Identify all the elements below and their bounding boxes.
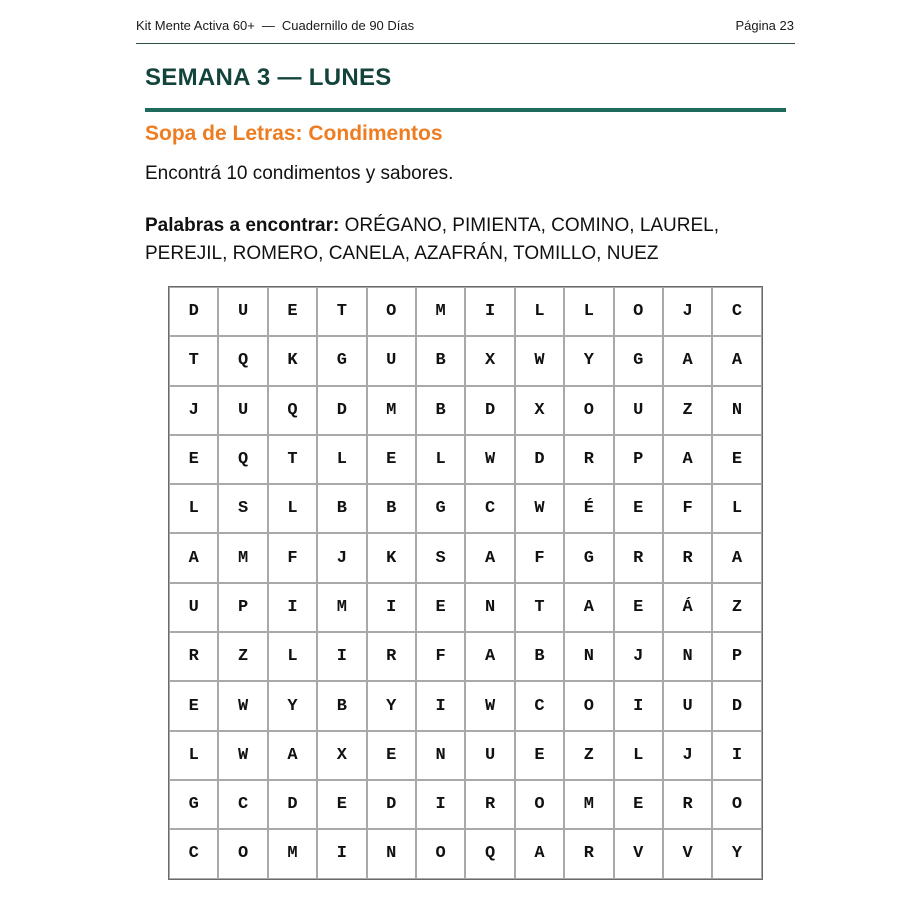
grid-cell[interactable]: E	[169, 681, 218, 730]
grid-cell[interactable]: O	[515, 780, 564, 829]
grid-cell[interactable]: M	[416, 287, 465, 336]
grid-cell[interactable]: F	[663, 484, 712, 533]
grid-cell[interactable]: R	[663, 780, 712, 829]
grid-cell[interactable]: G	[416, 484, 465, 533]
grid-cell[interactable]: L	[268, 484, 317, 533]
grid-cell[interactable]: Y	[367, 681, 416, 730]
grid-cell[interactable]: W	[515, 484, 564, 533]
grid-cell[interactable]: F	[416, 632, 465, 681]
page-number: Página 23	[735, 18, 794, 33]
week-title: SEMANA 3 — LUNES	[145, 64, 392, 91]
grid-cell[interactable]: G	[564, 533, 613, 582]
grid-cell[interactable]: L	[614, 731, 663, 780]
grid-cell[interactable]: N	[564, 632, 613, 681]
booklet-name: Cuadernillo de 90 Días	[281, 18, 415, 33]
grid-cell[interactable]: U	[367, 336, 416, 385]
grid-cell[interactable]: E	[268, 287, 317, 336]
grid-cell[interactable]: A	[712, 533, 761, 582]
grid-cell[interactable]: Z	[564, 731, 613, 780]
grid-cell[interactable]: O	[218, 829, 267, 878]
grid-cell[interactable]: M	[268, 829, 317, 878]
grid-cell[interactable]: E	[367, 731, 416, 780]
grid-cell[interactable]: A	[712, 336, 761, 385]
grid-cell[interactable]: B	[416, 336, 465, 385]
grid-cell[interactable]: D	[515, 435, 564, 484]
grid-cell[interactable]: W	[218, 681, 267, 730]
grid-cell[interactable]: Z	[712, 583, 761, 632]
grid-cell[interactable]: U	[218, 386, 267, 435]
grid-cell[interactable]: U	[169, 583, 218, 632]
grid-cell[interactable]: Q	[465, 829, 514, 878]
puzzle-title: Sopa de Letras: Condimentos	[145, 122, 443, 145]
grid-cell[interactable]: U	[663, 681, 712, 730]
grid-cell[interactable]: Y	[564, 336, 613, 385]
grid-cell[interactable]: A	[515, 829, 564, 878]
grid-cell[interactable]: S	[416, 533, 465, 582]
grid-cell[interactable]: I	[614, 681, 663, 730]
grid-cell[interactable]: J	[663, 287, 712, 336]
grid-cell[interactable]: C	[218, 780, 267, 829]
grid-cell[interactable]: N	[367, 829, 416, 878]
grid-cell[interactable]: W	[465, 681, 514, 730]
grid-cell[interactable]: Q	[218, 435, 267, 484]
grid-cell[interactable]: T	[268, 435, 317, 484]
grid-cell[interactable]: P	[218, 583, 267, 632]
grid-cell[interactable]: L	[564, 287, 613, 336]
grid-cell[interactable]: B	[317, 681, 366, 730]
grid-cell[interactable]: O	[564, 681, 613, 730]
grid-cell[interactable]: B	[515, 632, 564, 681]
grid-cell[interactable]: L	[416, 435, 465, 484]
grid-cell[interactable]: E	[169, 435, 218, 484]
grid-cell[interactable]: E	[367, 435, 416, 484]
word-search-grid	[168, 286, 763, 880]
grid-cell[interactable]: R	[465, 780, 514, 829]
grid-cell[interactable]: R	[614, 533, 663, 582]
grid-cell[interactable]: M	[218, 533, 267, 582]
grid-cell[interactable]: I	[416, 780, 465, 829]
word-list-label: Palabras a encontrar:	[145, 215, 340, 236]
grid-cell[interactable]: D	[465, 386, 514, 435]
grid-cell[interactable]: W	[515, 336, 564, 385]
grid-cell[interactable]: A	[268, 731, 317, 780]
grid-cell[interactable]: T	[169, 336, 218, 385]
grid-cell[interactable]: X	[465, 336, 514, 385]
grid-cell[interactable]: V	[663, 829, 712, 878]
grid-cell[interactable]: L	[317, 435, 366, 484]
grid-cell[interactable]: N	[712, 386, 761, 435]
grid-cell[interactable]: F	[268, 533, 317, 582]
grid-cell[interactable]: O	[416, 829, 465, 878]
grid-cell[interactable]: R	[564, 829, 613, 878]
grid-cell[interactable]: O	[367, 287, 416, 336]
grid-cell[interactable]: E	[515, 731, 564, 780]
grid-cell[interactable]: B	[367, 484, 416, 533]
grid-cell[interactable]: É	[564, 484, 613, 533]
grid-cell[interactable]: O	[712, 780, 761, 829]
grid-cell[interactable]: I	[367, 583, 416, 632]
grid-cell[interactable]: R	[663, 533, 712, 582]
grid-cell[interactable]: O	[614, 287, 663, 336]
grid-cell[interactable]: A	[564, 583, 613, 632]
grid-cell[interactable]: T	[317, 287, 366, 336]
grid-cell[interactable]: A	[663, 435, 712, 484]
grid-cell[interactable]: R	[169, 632, 218, 681]
grid-cell[interactable]: C	[169, 829, 218, 878]
grid-cell[interactable]: L	[515, 287, 564, 336]
grid-cell[interactable]: N	[465, 583, 514, 632]
grid-cell[interactable]: D	[367, 780, 416, 829]
grid-cell[interactable]: M	[367, 386, 416, 435]
grid-cell[interactable]: D	[317, 386, 366, 435]
grid-cell[interactable]: C	[712, 287, 761, 336]
grid-cell[interactable]: W	[218, 731, 267, 780]
grid-cell[interactable]: L	[169, 731, 218, 780]
grid-cell[interactable]: E	[614, 583, 663, 632]
grid-cell[interactable]: J	[614, 632, 663, 681]
grid-cell[interactable]: I	[416, 681, 465, 730]
word-list-words: ORÉGANO, PIMIENTA, COMINO, LAUREL, PEREJIL, ROMERO, CANELA, AZAFRÁN, TOMILLO, NUEZ	[145, 215, 720, 264]
grid-cell[interactable]: E	[317, 780, 366, 829]
grid-cell[interactable]: Z	[218, 632, 267, 681]
grid-cell[interactable]: C	[515, 681, 564, 730]
grid-cell[interactable]: A	[663, 336, 712, 385]
header-separator: —	[261, 18, 275, 33]
grid-cell[interactable]: N	[416, 731, 465, 780]
grid-cell[interactable]: Y	[268, 681, 317, 730]
grid-cell[interactable]: A	[465, 533, 514, 582]
grid-cell[interactable]: D	[169, 287, 218, 336]
grid-cell[interactable]: Y	[712, 829, 761, 878]
grid-cell[interactable]: Z	[663, 386, 712, 435]
grid-cell[interactable]: I	[317, 829, 366, 878]
grid-cell[interactable]: D	[268, 780, 317, 829]
grid-cell[interactable]: N	[663, 632, 712, 681]
header-book-info	[136, 18, 414, 33]
grid-cell[interactable]: W	[465, 435, 514, 484]
grid-cell[interactable]: R	[564, 435, 613, 484]
grid-cell[interactable]: B	[416, 386, 465, 435]
grid-cell[interactable]: B	[317, 484, 366, 533]
grid-cell[interactable]: X	[317, 731, 366, 780]
grid-cell[interactable]: A	[465, 632, 514, 681]
grid-cell[interactable]: U	[465, 731, 514, 780]
grid-cell[interactable]: Q	[268, 386, 317, 435]
grid-cell[interactable]: F	[515, 533, 564, 582]
grid-cell[interactable]: V	[614, 829, 663, 878]
page-header	[136, 14, 795, 44]
word-list	[145, 212, 785, 268]
grid-cell[interactable]: M	[317, 583, 366, 632]
grid-cell[interactable]: G	[317, 336, 366, 385]
grid-cell[interactable]: J	[317, 533, 366, 582]
grid-cell[interactable]: G	[169, 780, 218, 829]
grid-cell[interactable]: O	[564, 386, 613, 435]
grid-cell[interactable]: P	[614, 435, 663, 484]
grid-cell[interactable]: L	[169, 484, 218, 533]
grid-cell[interactable]: I	[465, 287, 514, 336]
title-divider	[145, 108, 786, 112]
grid-cell[interactable]: S	[218, 484, 267, 533]
grid-cell[interactable]: L	[268, 632, 317, 681]
kit-name: Kit Mente Activa 60+	[136, 18, 255, 33]
grid-cell[interactable]: J	[169, 386, 218, 435]
grid-cell[interactable]: E	[614, 484, 663, 533]
grid-cell[interactable]: C	[465, 484, 514, 533]
grid-cell[interactable]: Q	[218, 336, 267, 385]
grid-cell[interactable]: D	[712, 681, 761, 730]
grid-cell[interactable]: P	[712, 632, 761, 681]
grid-cell[interactable]: E	[416, 583, 465, 632]
grid-cell[interactable]: G	[614, 336, 663, 385]
grid-cell[interactable]: K	[268, 336, 317, 385]
grid-cell[interactable]: I	[268, 583, 317, 632]
grid-cell[interactable]: J	[663, 731, 712, 780]
grid-cell[interactable]: X	[515, 386, 564, 435]
grid-cell[interactable]: R	[367, 632, 416, 681]
grid-cell[interactable]: K	[367, 533, 416, 582]
grid-cell[interactable]: Á	[663, 583, 712, 632]
grid-cell[interactable]: L	[712, 484, 761, 533]
grid-cell[interactable]: E	[712, 435, 761, 484]
grid-cell[interactable]: T	[515, 583, 564, 632]
grid-cell[interactable]: A	[169, 533, 218, 582]
grid-cell[interactable]: E	[614, 780, 663, 829]
grid-cell[interactable]: M	[564, 780, 613, 829]
grid-cell[interactable]: U	[218, 287, 267, 336]
grid-cell[interactable]: I	[712, 731, 761, 780]
grid-cell[interactable]: I	[317, 632, 366, 681]
puzzle-instructions: Encontrá 10 condimentos y sabores.	[145, 163, 454, 184]
grid-cell[interactable]: U	[614, 386, 663, 435]
